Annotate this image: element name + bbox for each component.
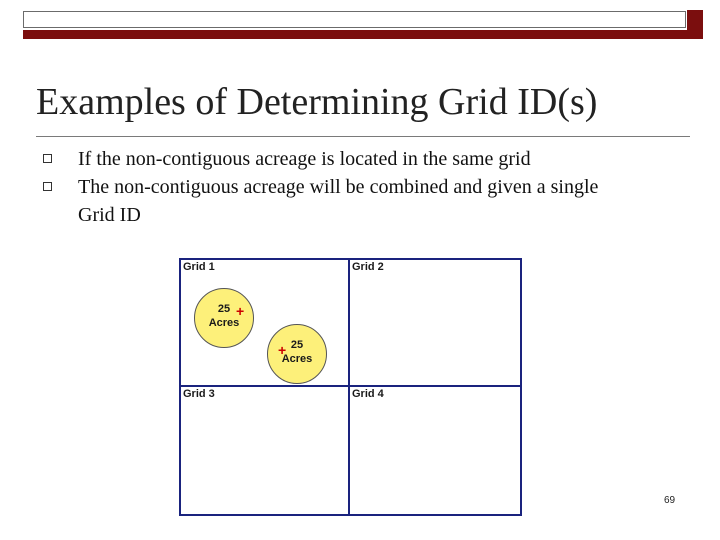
header-decoration-bar	[23, 30, 703, 39]
slide-title: Examples of Determining Grid ID(s)	[36, 81, 598, 123]
acreage-circle	[267, 324, 327, 384]
plus-marker-icon: +	[278, 342, 287, 358]
grid-cell-label: Grid 2	[352, 261, 384, 273]
bullet-item	[40, 145, 680, 173]
bullet-list	[40, 145, 680, 229]
bullet-item	[40, 173, 680, 229]
page-number: 69	[664, 495, 676, 506]
hollow-square-bullet-icon	[43, 154, 52, 163]
grid-figure	[179, 258, 522, 516]
title-divider	[36, 136, 690, 137]
acreage-unit: Acres	[281, 353, 313, 365]
grid-cell-label: Grid 4	[352, 388, 384, 400]
grid-cell-3	[181, 387, 350, 514]
grid-cell-label: Grid 1	[183, 261, 215, 273]
grid-cell-4	[350, 387, 520, 514]
plus-marker-icon: +	[236, 303, 245, 319]
acreage-circle	[194, 288, 254, 348]
header-decoration-bar-outline	[23, 11, 686, 28]
acreage-value: 25	[290, 339, 304, 351]
bullet-text: The non-contiguous acreage will be combined and given a single Grid ID	[78, 176, 599, 226]
bullet-text: If the non-contiguous acreage is located in the same grid	[78, 148, 531, 170]
grid-cell-label: Grid 3	[183, 388, 215, 400]
hollow-square-bullet-icon	[43, 182, 52, 191]
acreage-value: 25	[217, 303, 231, 315]
acreage-unit: Acres	[208, 317, 240, 329]
header-decoration-block	[687, 10, 703, 39]
grid-cell-1	[181, 260, 350, 387]
grid-cell-2	[350, 260, 520, 387]
